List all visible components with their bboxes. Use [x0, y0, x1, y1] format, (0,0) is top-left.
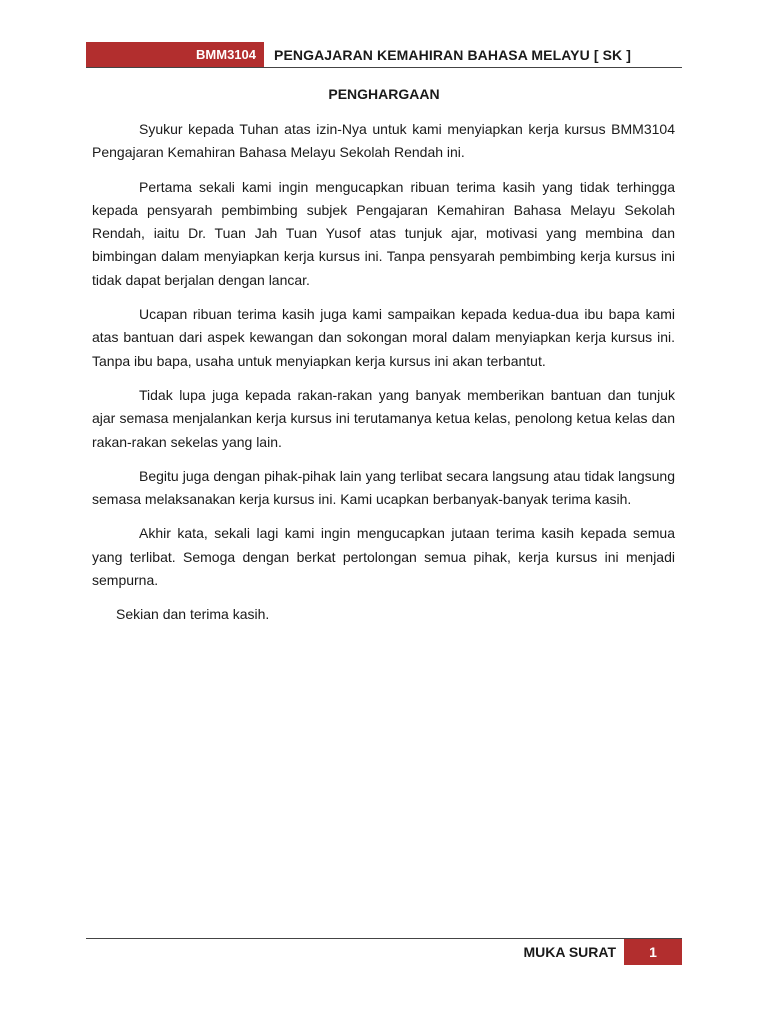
page-label: MUKA SURAT — [523, 944, 616, 960]
course-code-badge: BMM3104 — [86, 42, 264, 67]
paragraph-5: Begitu juga dengan pihak-pihak lain yang terlibat secara langsung atau tidak langsung semasa melaksanakan kerja kursus ini. Kami ucapkan berbanyak-banyak terima kasih. — [92, 467, 675, 508]
closing-line: Sekian dan terima kasih. — [116, 606, 270, 623]
page-number-badge: 1 — [624, 939, 682, 965]
page-footer — [86, 938, 682, 965]
paragraph-4: Tidak lupa juga kepada rakan-rakan yang banyak memberikan bantuan dan tunjuk ajar semasa menjalankan kerja kursus ini terutamanya ketua kelas, penolong ketua kelas dan rakan-rakan sekelas yang lain. — [92, 386, 675, 450]
course-title: PENGAJARAN KEMAHIRAN BAHASA MELAYU [ SK ] — [274, 46, 631, 63]
paragraph-3: Ucapan ribuan terima kasih juga kami sampaikan kepada kedua-dua ibu bapa kami atas bantuan dari aspek kewangan dan sokongan moral dalam menyiapkan kerja kursus ini. Tanpa ibu bapa, usaha untuk menyiapkan kerja kursus ini akan terbantut. — [92, 306, 675, 369]
paragraph-2: Pertama sekali kami ingin mengucapkan ribuan terima kasih yang tidak terhingga kepada pensyarah pembimbing subjek Pengajaran Kemahiran Bahasa Melayu Sekolah Rendah, iaitu Dr. Tuan Jah Tuan Yusof atas tunjuk ajar, motivasi yang membina dan bimbingan dalam menyiapkan kerja kursus ini. Tanpa pensyarah pembimbing kerja kursus ini tidak dapat berjalan dengan lancar. — [92, 178, 675, 288]
document-body — [92, 118, 675, 627]
paragraph-1: Syukur kepada Tuhan atas izin-Nya untuk kami menyiapkan kerja kursus BMM3104 Pengajaran Kemahiran Bahasa Melayu Sekolah Rendah ini. — [92, 121, 675, 161]
page-header — [86, 42, 682, 68]
paragraph-6: Akhir kata, sekali lagi kami ingin mengucapkan jutaan terima kasih kepada semua yang terlibat. Semoga dengan berkat pertolongan semua pihak, kerja kursus ini menjadi sempurna. — [92, 525, 675, 589]
page-title: PENGHARGAAN — [328, 86, 440, 102]
